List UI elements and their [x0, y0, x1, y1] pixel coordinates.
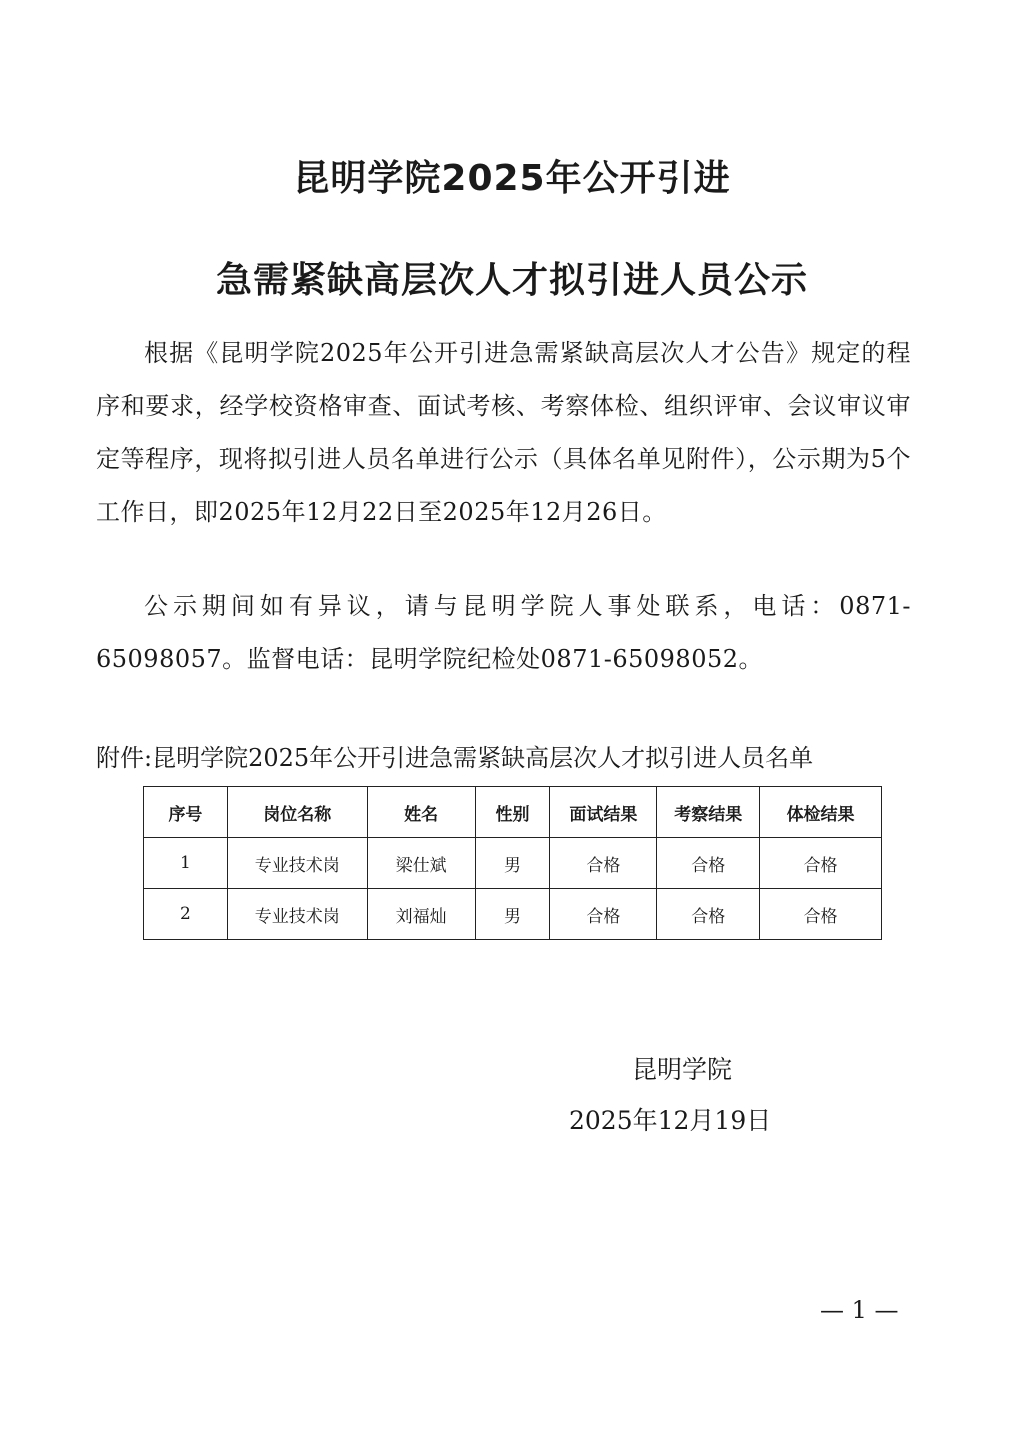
- header-inspection-result: 考察结果: [657, 787, 760, 838]
- cell-interview-result: 合格: [550, 838, 657, 889]
- candidate-table: [143, 786, 882, 940]
- cell-gender: 男: [475, 889, 550, 940]
- cell-inspection-result: 合格: [657, 838, 760, 889]
- cell-name: 梁仕斌: [367, 838, 475, 889]
- cell-name: 刘福灿: [367, 889, 475, 940]
- cell-medical-result: 合格: [760, 838, 882, 889]
- cell-gender: 男: [475, 838, 550, 889]
- cell-position: 专业技术岗: [227, 889, 367, 940]
- page-number: — 1 —: [820, 1296, 899, 1324]
- header-serial: 序号: [144, 787, 228, 838]
- header-name: 姓名: [367, 787, 475, 838]
- cell-serial: 1: [144, 838, 228, 889]
- table-row: [144, 889, 882, 940]
- cell-interview-result: 合格: [550, 889, 657, 940]
- header-medical-result: 体检结果: [760, 787, 882, 838]
- attachment-caption: 附件:昆明学院2025年公开引进急需紧缺高层次人才拟引进人员名单: [96, 744, 814, 772]
- signature-organization: 昆明学院: [632, 1055, 733, 1084]
- table-header-row: [144, 787, 882, 838]
- cell-medical-result: 合格: [760, 889, 882, 940]
- body-paragraph-2: 公示期间如有异议，请与昆明学院人事处联系，电话：0871-65098057。监督电话：昆明学院纪检处0871-65098052。: [96, 592, 911, 673]
- cell-serial: 2: [144, 889, 228, 940]
- header-position: 岗位名称: [227, 787, 367, 838]
- signature-date: 2025年12月19日: [569, 1106, 772, 1135]
- cell-inspection-result: 合格: [657, 889, 760, 940]
- header-gender: 性别: [475, 787, 550, 838]
- table-row: [144, 838, 882, 889]
- body-paragraph-1: 根据《昆明学院2025年公开引进急需紧缺高层次人才公告》规定的程序和要求，经学校资格审查、面试考核、考察体检、组织评审、会议审议审定等程序，现将拟引进人员名单进行公示（具体名单见附件），公示期为5个工作日，即2025年12月22日至2025年12月26日。: [96, 339, 911, 526]
- document-title-line-1: 昆明学院2025年公开引进: [293, 158, 731, 199]
- header-interview-result: 面试结果: [550, 787, 657, 838]
- document-title-line-2: 急需紧缺高层次人才拟引进人员公示: [215, 260, 808, 301]
- cell-position: 专业技术岗: [227, 838, 367, 889]
